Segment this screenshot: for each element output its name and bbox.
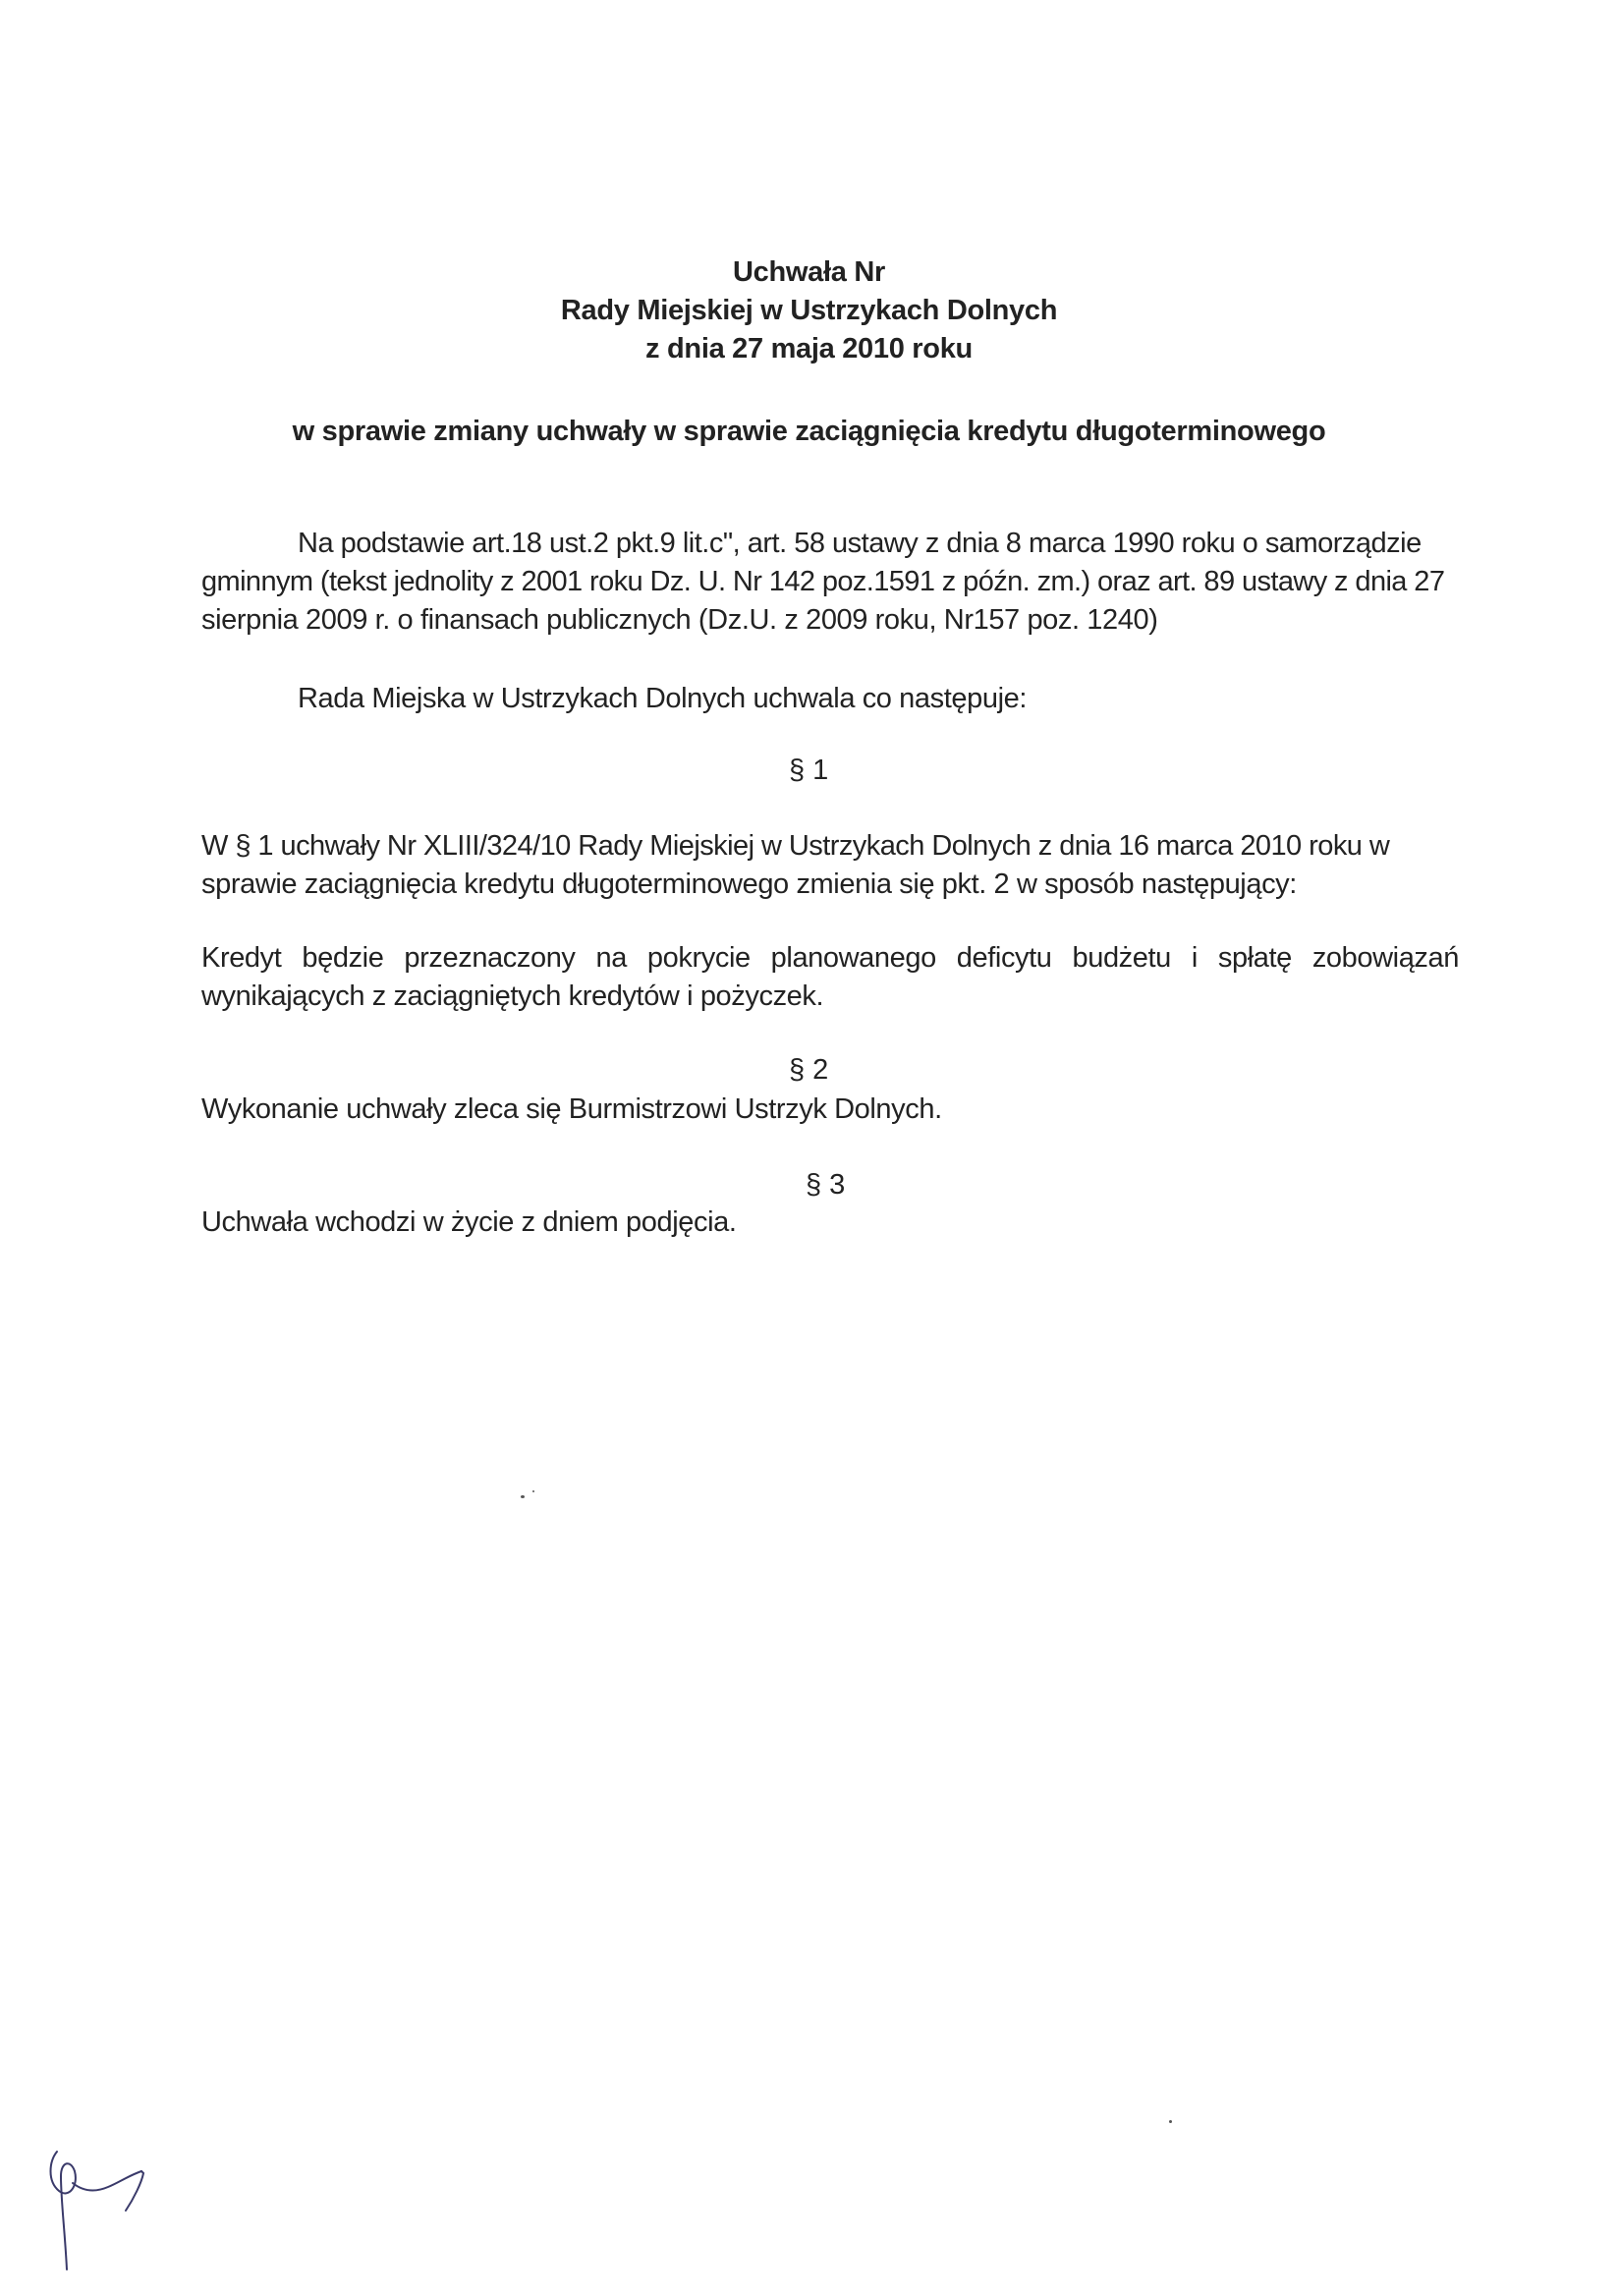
scan-speck (521, 1495, 525, 1498)
council-name: Rady Miejskiej w Ustrzykach Dolnych (560, 295, 1058, 326)
scan-speck (1169, 2120, 1172, 2123)
legal-basis (201, 525, 1459, 640)
legal-basis-line-1: Na podstawie art.18 ust.2 pkt.9 lit.c", art. 58 ustawy z dnia 8 marca 1990 roku o samorządzie (298, 528, 1422, 559)
legal-basis-line-2: gminnym (tekst jednolity z 2001 roku Dz. U. Nr 142 poz.1591 z późn. zm.) oraz art. 89 ustawy z dnia 27 (201, 566, 1445, 597)
section-3-mark: § 3 (806, 1169, 846, 1201)
section-1-paragraph-1-line-1: W § 1 uchwały Nr XLIII/324/10 Rady Miejskiej w Ustrzykach Dolnych z dnia 16 marca 2010 roku w (201, 830, 1390, 862)
council-resolves-statement: Rada Miejska w Ustrzykach Dolnych uchwala co następuje: (298, 683, 1028, 714)
section-1-paragraph-2-line-2: wynikających z zaciągniętych kredytów i pożyczek. (201, 980, 824, 1012)
resolution-number: Uchwała Nr (733, 256, 885, 288)
handwritten-signature-icon (39, 2132, 167, 2279)
section-3-text: Uchwała wchodzi w życie z dniem podjęcia. (201, 1206, 737, 1238)
section-1-paragraph-2 (201, 939, 1459, 1016)
legal-basis-line-3: sierpnia 2009 r. o finansach publicznych (Dz.U. z 2009 roku, Nr157 poz. 1240) (201, 604, 1158, 636)
section-2-text: Wykonanie uchwały zleca się Burmistrzowi Ustrzyk Dolnych. (201, 1093, 942, 1125)
document-header (0, 253, 1618, 368)
section-1-paragraph-1 (201, 827, 1459, 904)
section-1-paragraph-2-line-1: Kredyt będzie przeznaczony na pokrycie planowanego deficytu budżetu i spłatę zobowiązań (201, 942, 1459, 974)
resolution-subject: w sprawie zmiany uchwały w sprawie zaciągnięcia kredytu długoterminowego (292, 416, 1326, 447)
section-1-mark: § 1 (789, 755, 829, 786)
resolution-date: z dnia 27 maja 2010 roku (645, 333, 973, 364)
section-2-mark: § 2 (789, 1054, 829, 1086)
scan-speck (532, 1490, 534, 1492)
section-1-paragraph-1-line-2: sprawie zaciągnięcia kredytu długoterminowego zmienia się pkt. 2 w sposób następujący: (201, 868, 1297, 900)
